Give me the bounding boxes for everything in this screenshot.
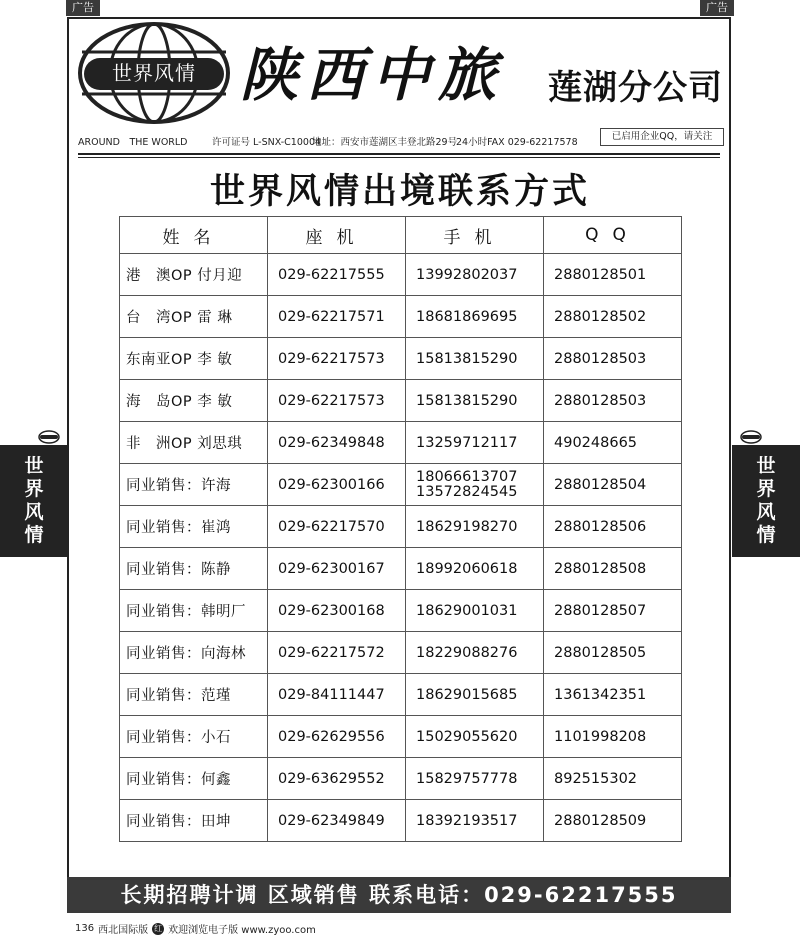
side-tab-char: 界 xyxy=(24,478,44,500)
page-number: 136 xyxy=(75,923,95,934)
cell-name: 同业销售：陈静 xyxy=(120,548,268,590)
footer-tagline: 欢迎浏览电子版 www.zyoo.com xyxy=(168,925,316,936)
logo-text: 世界风情 xyxy=(112,61,196,85)
fax-number: 24小时FAX 029-62217578 xyxy=(456,137,578,148)
table-header-row xyxy=(120,217,682,254)
cell-mobile: 18229088276 xyxy=(406,632,544,674)
recruitment-banner: 长期招聘计调 区域销售 联系电话：029-62217555 xyxy=(67,877,731,913)
cell-qq: 2880128508 xyxy=(544,548,682,590)
cell-landline: 029-62300168 xyxy=(268,590,406,632)
cell-qq: 2880128509 xyxy=(544,800,682,842)
cell-mobile: 13992802037 xyxy=(406,254,544,296)
cell-qq: 2880128503 xyxy=(544,380,682,422)
table-row xyxy=(120,506,682,548)
table-row xyxy=(120,464,682,506)
qq-notice-box: 已启用企业QQ，请关注 xyxy=(600,128,724,146)
address: 地址：西安市莲湖区丰登北路29号 xyxy=(312,137,458,148)
table-row xyxy=(120,422,682,464)
cell-landline: 029-62217571 xyxy=(268,296,406,338)
cell-qq: 2880128507 xyxy=(544,590,682,632)
table-row xyxy=(120,758,682,800)
header-qq: QQ xyxy=(544,217,682,254)
cell-name: 同业销售：何鑫 xyxy=(120,758,268,800)
side-tab-char: 情 xyxy=(24,524,44,546)
cell-landline: 029-62217570 xyxy=(268,506,406,548)
table-row xyxy=(120,548,682,590)
table-row xyxy=(120,338,682,380)
header-divider-thin xyxy=(78,157,720,158)
small-globe-icon xyxy=(740,430,762,444)
side-tab-char: 风 xyxy=(24,501,44,523)
table-row xyxy=(120,380,682,422)
cell-mobile: 18681869695 xyxy=(406,296,544,338)
table-row xyxy=(120,590,682,632)
side-tab-char: 情 xyxy=(756,524,776,546)
table-row xyxy=(120,296,682,338)
cell-qq: 2880128505 xyxy=(544,632,682,674)
mobile-secondary: 13572824545 xyxy=(416,483,518,500)
cell-qq: 2880128506 xyxy=(544,506,682,548)
cell-name: 非 洲OP 刘思琪 xyxy=(120,422,268,464)
cell-name: 海 岛OP 李 敏 xyxy=(120,380,268,422)
cell-mobile: 18392193517 xyxy=(406,800,544,842)
table-row xyxy=(120,716,682,758)
cell-mobile: 18629001031 xyxy=(406,590,544,632)
cell-landline: 029-84111447 xyxy=(268,674,406,716)
cell-qq: 2880128502 xyxy=(544,296,682,338)
brand-name: 陕西中旅 xyxy=(240,41,505,109)
small-globe-icon xyxy=(38,430,60,444)
side-tab-char: 风 xyxy=(756,501,776,523)
cell-mobile xyxy=(406,464,544,506)
cell-name: 同业销售：向海林 xyxy=(120,632,268,674)
mobile-primary: 18066613707 xyxy=(416,468,518,485)
cell-mobile: 18629015685 xyxy=(406,674,544,716)
cell-qq: 1101998208 xyxy=(544,716,682,758)
around-the-world-label: AROUND THE WORLD xyxy=(78,137,188,148)
side-tab-left xyxy=(0,445,68,557)
cell-name: 东南亚OP 李 敏 xyxy=(120,338,268,380)
cell-landline: 029-62629556 xyxy=(268,716,406,758)
cell-qq: 1361342351 xyxy=(544,674,682,716)
cell-qq: 892515302 xyxy=(544,758,682,800)
cell-landline: 029-62300166 xyxy=(268,464,406,506)
cell-mobile: 15029055620 xyxy=(406,716,544,758)
cell-name: 同业销售：小石 xyxy=(120,716,268,758)
header-mobile: 手机 xyxy=(406,217,544,254)
side-tab-char: 界 xyxy=(756,478,776,500)
cell-name: 台 湾OP 雷 琳 xyxy=(120,296,268,338)
cell-name: 同业销售：韩明厂 xyxy=(120,590,268,632)
cell-qq: 2880128504 xyxy=(544,464,682,506)
cell-landline: 029-62349849 xyxy=(268,800,406,842)
header-divider xyxy=(78,153,720,155)
cell-landline: 029-62217572 xyxy=(268,632,406,674)
cell-qq: 490248665 xyxy=(544,422,682,464)
cell-name: 同业销售：范瑾 xyxy=(120,674,268,716)
table-row xyxy=(120,674,682,716)
table-row xyxy=(120,254,682,296)
cell-landline: 029-62217555 xyxy=(268,254,406,296)
contact-table xyxy=(119,216,682,842)
header-landline: 座机 xyxy=(268,217,406,254)
cell-landline: 029-62217573 xyxy=(268,380,406,422)
cell-landline: 029-62217573 xyxy=(268,338,406,380)
red-badge-icon: 红 xyxy=(154,923,163,933)
branch-name: 莲湖分公司 xyxy=(548,68,723,108)
cell-landline: 029-62300167 xyxy=(268,548,406,590)
cell-mobile: 15813815290 xyxy=(406,380,544,422)
cell-name: 同业销售：田坤 xyxy=(120,800,268,842)
ad-tag-left: 广告 xyxy=(66,0,100,16)
table-row xyxy=(120,800,682,842)
cell-mobile: 18992060618 xyxy=(406,548,544,590)
license-number: 许可证号 L-SNX-C10004 xyxy=(212,137,322,148)
header-name: 姓名 xyxy=(120,217,268,254)
cell-mobile: 18629198270 xyxy=(406,506,544,548)
cell-qq: 2880128503 xyxy=(544,338,682,380)
cell-mobile: 15813815290 xyxy=(406,338,544,380)
side-tab-char: 世 xyxy=(24,455,44,477)
side-tab-char: 世 xyxy=(756,455,776,477)
edition-label: 西北国际版 xyxy=(98,925,149,936)
cell-name: 同业销售：崔鸿 xyxy=(120,506,268,548)
cell-name: 同业销售：许海 xyxy=(120,464,268,506)
side-tab-right xyxy=(732,445,800,557)
page-title: 世界风情出境联系方式 xyxy=(209,172,590,212)
cell-mobile: 15829757778 xyxy=(406,758,544,800)
cell-mobile: 13259712117 xyxy=(406,422,544,464)
cell-landline: 029-63629552 xyxy=(268,758,406,800)
cell-landline: 029-62349848 xyxy=(268,422,406,464)
page-footer xyxy=(75,921,316,936)
cell-name: 港 澳OP 付月迎 xyxy=(120,254,268,296)
table-row xyxy=(120,632,682,674)
cell-qq: 2880128501 xyxy=(544,254,682,296)
ad-tag-right: 广告 xyxy=(700,0,734,16)
